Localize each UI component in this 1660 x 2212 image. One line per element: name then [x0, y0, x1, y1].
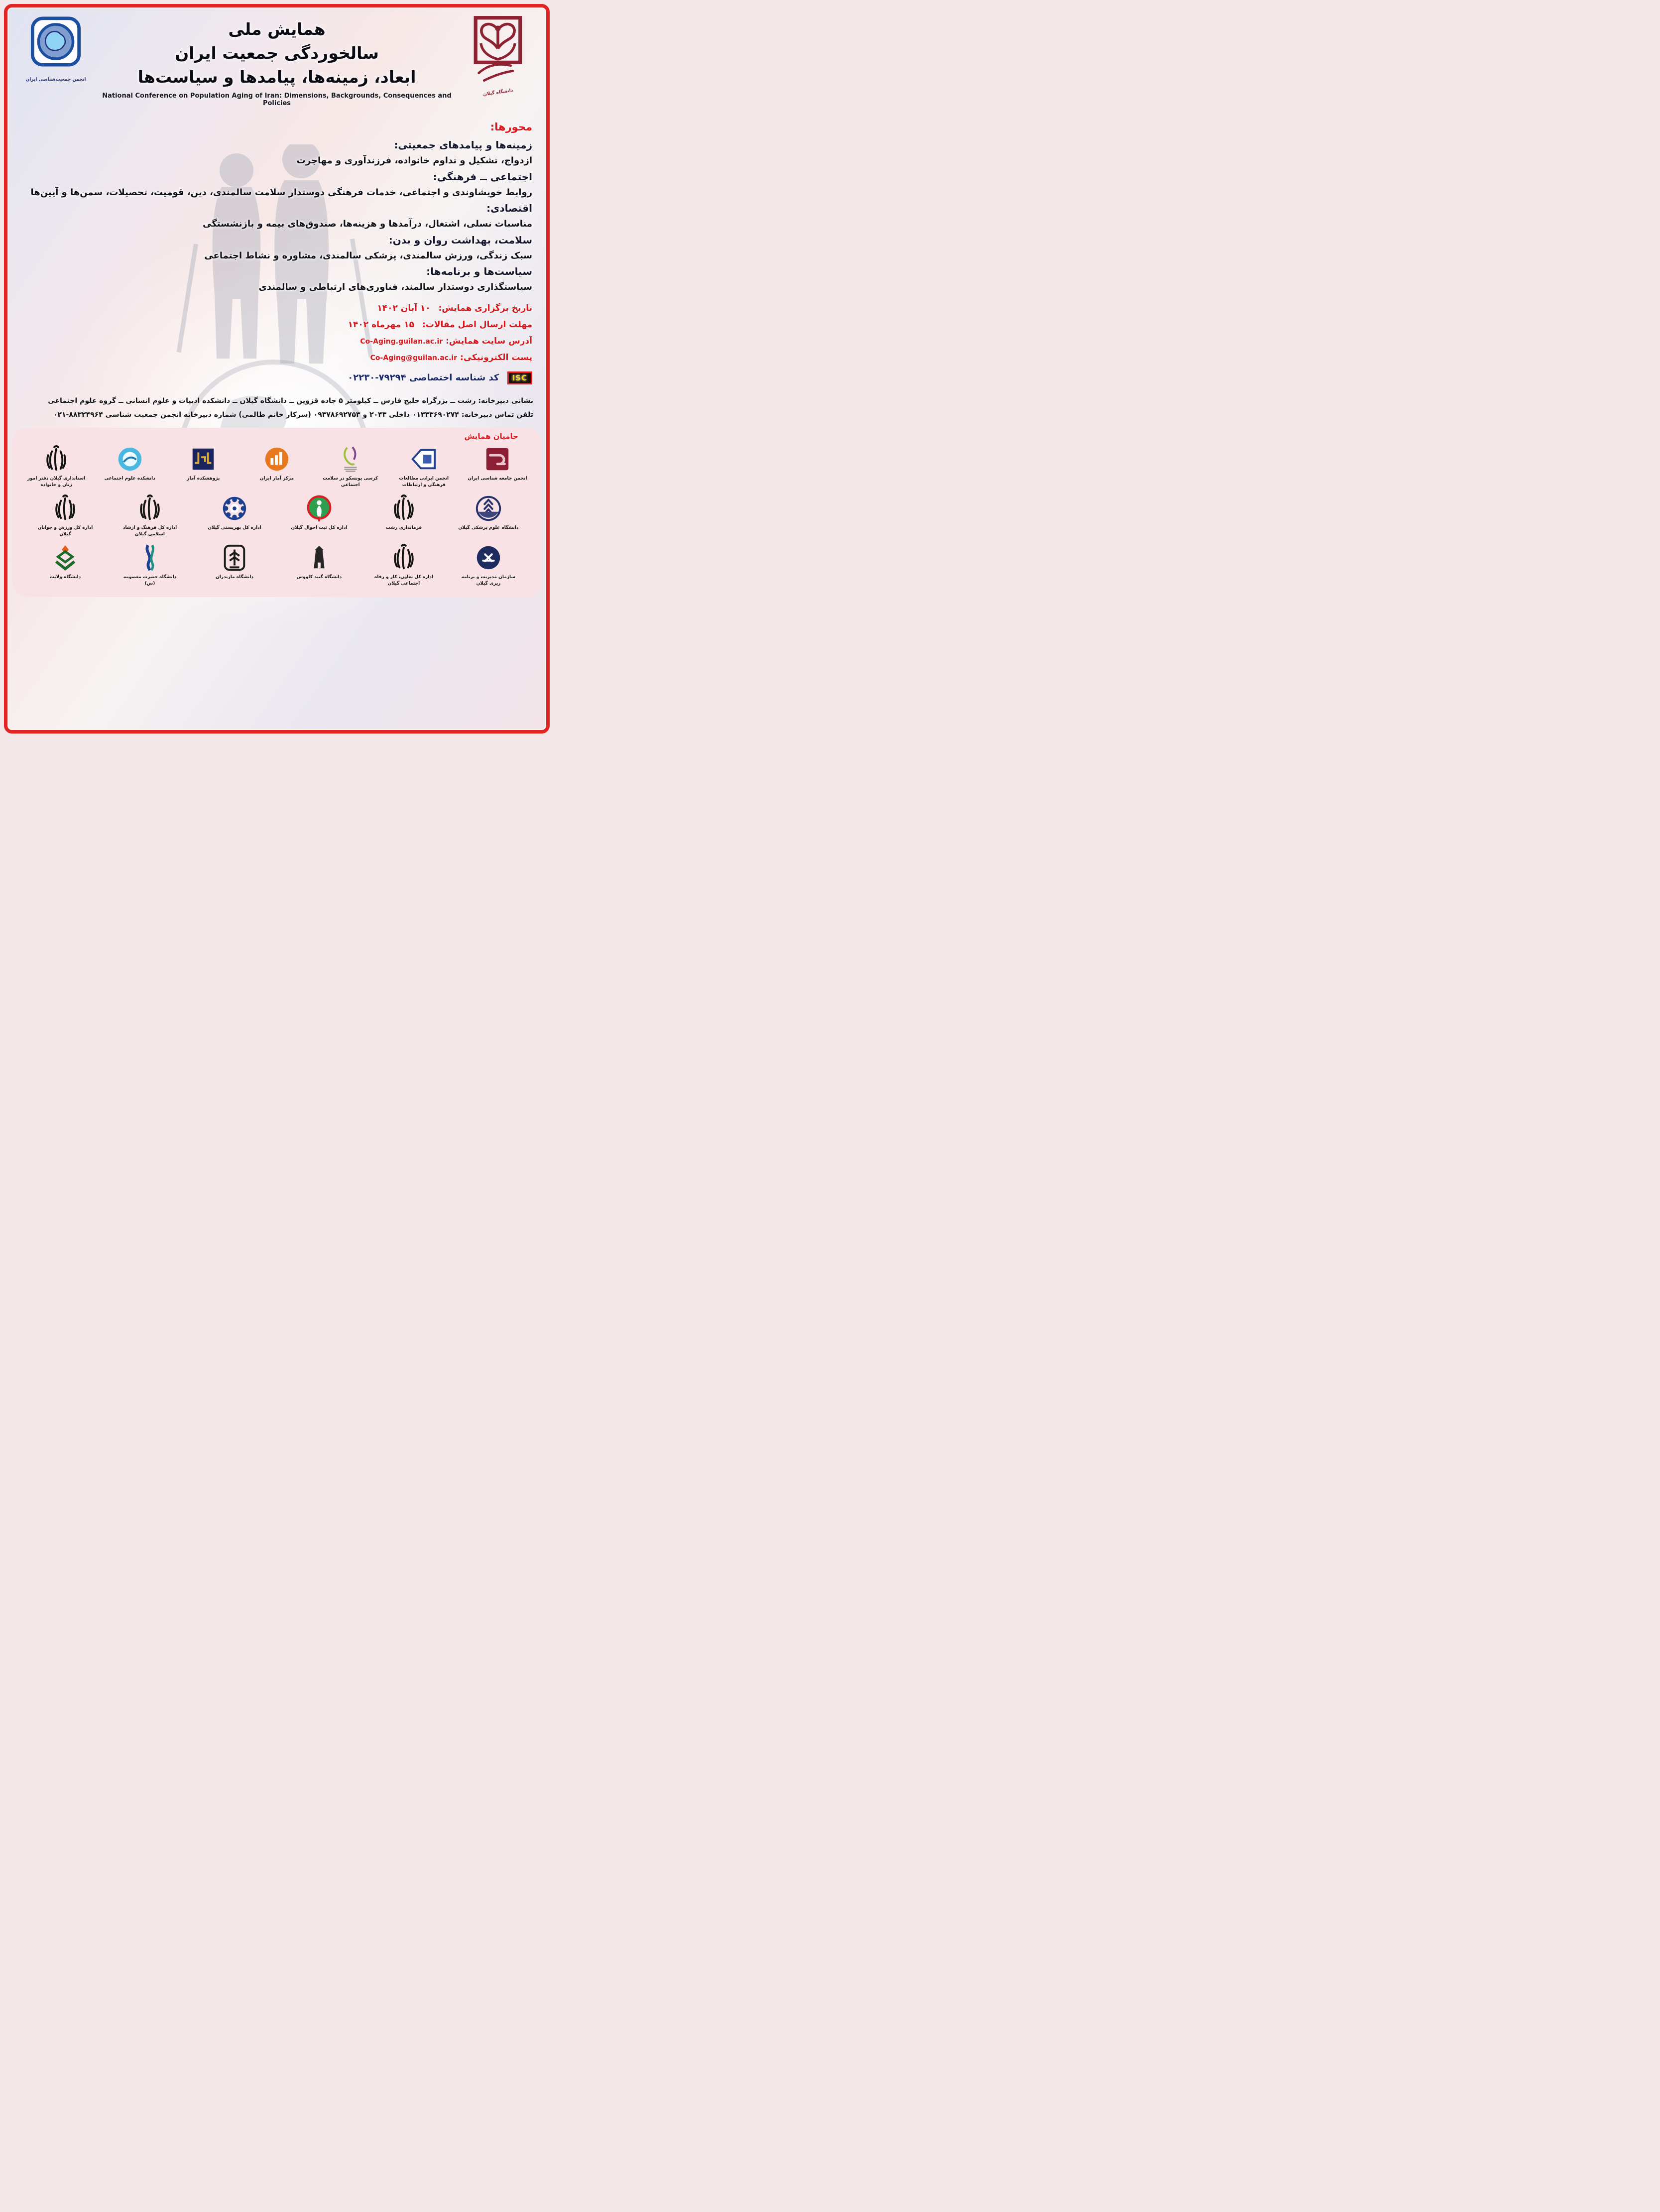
supporter-guilan-governorate [24, 445, 88, 488]
supporters-row-2 [24, 494, 529, 537]
supporter-label: دانشگاه مازندران [216, 575, 253, 580]
section-heading: سلامت، بهداشت روان و بدن: [388, 234, 532, 246]
paper-deadline-label: مهلت ارسال اصل مقالات: [422, 319, 532, 330]
isc-code-label: کد شناسه اختصاصی [409, 372, 499, 383]
supporter-welfare-office [203, 494, 266, 531]
supporter-label: دانشکده علوم اجتماعی [104, 476, 155, 481]
supporter-labor-welfare-office [372, 543, 436, 587]
supporter-label: پژوهشکده آمار [187, 476, 220, 481]
website-line [17, 336, 532, 346]
paper-deadline-line [17, 320, 532, 330]
supporter-logo-gonbad-kavous-icon [305, 543, 334, 572]
supporters-row-3 [24, 543, 529, 587]
supporter-logo-mazandaran-icon [220, 543, 249, 572]
section-body: مناسبات نسلی، اشتغال، درآمدها و هزینه‌ها، صندوق‌های بیمه و بازنشستگی [203, 219, 532, 230]
isc-code-value: ۰۲۲۳۰-۷۹۲۹۴ [348, 372, 406, 383]
conference-date-line [17, 303, 532, 313]
supporter-label: اداره کل فرهنگ و ارشاد اسلامی گیلان [122, 525, 177, 537]
supporter-management-planning-org [457, 543, 520, 587]
supporter-civil-registry [287, 494, 351, 531]
supporter-label: اداره کل ورزش و جوانان گیلان [37, 525, 93, 537]
conference-date-value: ۱۰ آبان ۱۴۰۲ [377, 303, 431, 313]
supporter-logo-gums-icon [474, 494, 503, 523]
section-health [17, 232, 532, 264]
axes-label: محورها: [490, 121, 532, 133]
supporter-rasht-governorate [372, 494, 436, 531]
poster-title-line-2: سالخوردگی جمعیت ایران [175, 43, 379, 63]
supporter-logo-welfare-office-icon [220, 494, 249, 523]
section-demographic [17, 137, 532, 169]
supporter-label: کرسی یونسکو در سلامت اجتماعی [323, 476, 378, 488]
website-url: Co-Aging.guilan.ac.ir [360, 337, 443, 346]
association-phone-number: ۰۲۱-۸۸۳۲۴۹۶۴ [53, 410, 103, 419]
supporter-unesco-chair [319, 445, 382, 488]
section-body: سبک زندگی، ورزش سالمندی، پزشکی سالمندی، مشاوره و نشاط اجتماعی [204, 250, 532, 261]
isc-badge: ISC [507, 371, 532, 384]
guilan-logo-caption: دانشگاه گیلان [482, 88, 513, 98]
title-block [93, 14, 461, 107]
section-heading: اقتصادی: [486, 202, 532, 215]
section-economic [17, 200, 532, 232]
supporter-logo-sports-youth-icon [51, 494, 80, 523]
conference-date-label: تاریخ برگزاری همایش: [438, 303, 532, 313]
poster-title-line-1: همایش ملی [228, 19, 326, 39]
supporter-label: دانشگاه حضرت معصومه (س) [123, 575, 177, 586]
population-association-caption: انجمن جمعیت‌شناسی ایران [25, 77, 86, 82]
supporter-sports-youth-office [33, 494, 97, 537]
supporter-gonbad-kavous-university [287, 543, 351, 581]
supporter-label: استانداری گیلان دفتر امور زنان و خانواده [27, 476, 86, 488]
supporter-statistical-research-institute [171, 445, 235, 482]
poster-title-line-3: ابعاد، زمینه‌ها، پیامدها و سیاست‌ها [137, 67, 416, 87]
supporter-label: دانشگاه علوم پزشکی گیلان [458, 525, 519, 531]
supporter-label: سازمان مدیریت و برنامه ریزی گیلان [461, 575, 516, 586]
paper-deadline-value: ۱۵ مهرماه ۱۴۰۲ [348, 319, 415, 330]
secretariat-phone-text: تلفن تماس دبیرخانه: ۰۱۳۳۳۶۹۰۲۷۴ داخلی ۲۰۴۳ و ۰۹۳۷۸۶۹۲۷۵۳ (سرکار خانم طالمی) شماره دبیرخانه انجمن جمعیت شناسی [105, 410, 533, 419]
section-body: ازدواج، تشکیل و تداوم خانواده، فرزندآوری و مهاجرت [296, 155, 532, 166]
header [7, 7, 546, 117]
website-label: آدرس سایت همایش: [446, 336, 532, 346]
supporter-logo-guilan-governorate-icon [42, 445, 71, 474]
supporter-logo-hazrat-masoumeh-icon [135, 543, 164, 572]
supporter-label: انجمن ایرانی مطالعات فرهنگی و ارتباطات [399, 476, 449, 488]
email-address: Co-Aging@guilan.ac.ir [370, 354, 458, 362]
isc-code-line [17, 371, 532, 384]
supporter-logo-labor-welfare-icon [389, 543, 418, 572]
supporter-logo-civil-registry-icon [305, 494, 334, 523]
secretariat-phones [17, 408, 533, 422]
supporter-label: مرکز آمار ایران [259, 476, 294, 481]
section-body: روابط خویشاوندی و اجتماعی، خدمات فرهنگی دوستدار سلامت سالمندی، دین، قومیت، تحصیلات، سمن‌ها و آیین‌ها [30, 187, 532, 198]
population-association-logo [18, 14, 93, 82]
supporter-statistical-center-iran [245, 445, 309, 482]
supporter-logo-rasht-governorate-icon [389, 494, 418, 523]
supporter-culture-guidance-office [118, 494, 182, 537]
supporter-logo-statistical-center-icon [262, 445, 291, 474]
section-policies [17, 263, 532, 295]
secretariat-footer [7, 391, 546, 422]
university-of-guilan-logo [461, 14, 535, 98]
email-label: پست الکترونیکی: [460, 352, 532, 363]
supporter-label: اداره کل تعاون، کار و رفاه اجتماعی گیلان [374, 575, 433, 586]
supporter-label: اداره کل بهزیستی گیلان [208, 525, 261, 531]
main-content [7, 117, 546, 384]
supporter-logo-unesco-chair-icon [336, 445, 365, 474]
conference-info [17, 303, 532, 384]
supporter-logo-culture-guidance-icon [135, 494, 164, 523]
population-association-emblem-icon [28, 14, 84, 76]
supporter-social-sciences-faculty [98, 445, 162, 482]
section-socio-cultural [17, 169, 532, 201]
section-body: سیاستگذاری دوستدار سالمند، فناوری‌های ارتباطی و سالمندی [258, 282, 532, 293]
supporter-logo-cultural-studies-icon [409, 445, 438, 474]
supporters-label: حامیان همایش [464, 431, 518, 441]
section-heading: سیاست‌ها و برنامه‌ها: [426, 265, 532, 278]
supporter-velayat-university [33, 543, 97, 581]
supporter-mazandaran-university [203, 543, 266, 581]
supporter-logo-sociology-association-icon [483, 445, 512, 474]
conference-poster [4, 4, 550, 734]
section-heading: زمینه‌ها و پیامدهای جمعیتی: [394, 139, 532, 151]
supporters-panel [12, 428, 541, 597]
secretariat-address: نشانی دبیرخانه: رشت ــ بزرگراه خلیج فارس ــ کیلومتر ۵ جاده قزوین ــ دانشگاه گیلان ــ دانشکده ادبیات و علوم انسانی ــ گروه علوم اجتماعی [48, 396, 533, 405]
supporter-hazrat-masoumeh-university [118, 543, 182, 587]
section-heading: اجتماعی ــ فرهنگی: [433, 170, 532, 183]
supporter-logo-velayat-icon [51, 543, 80, 572]
supporter-logo-statistical-research-icon [189, 445, 218, 474]
supporter-sociology-association [466, 445, 529, 482]
supporter-label: دانشگاه ولایت [49, 575, 81, 580]
supporter-label: دانشگاه گنبد کاووس [296, 575, 342, 580]
supporter-label: اداره کل ثبت احوال گیلان [291, 525, 348, 531]
email-line [17, 353, 532, 363]
supporter-cultural-studies-association [392, 445, 456, 488]
supporter-label: فرمانداری رشت [385, 525, 422, 531]
supporter-gums [457, 494, 520, 531]
guilan-emblem-icon [466, 14, 530, 89]
supporter-label: انجمن جامعه شناسی ایران [468, 476, 527, 481]
supporter-logo-management-planning-icon [474, 543, 503, 572]
supporters-row-1 [24, 445, 529, 488]
poster-subtitle-en: National Conference on Population Aging of Iran: Dimensions, Backgrounds, Consequences and Policies [102, 92, 452, 107]
supporter-logo-social-sciences-icon [116, 445, 144, 474]
